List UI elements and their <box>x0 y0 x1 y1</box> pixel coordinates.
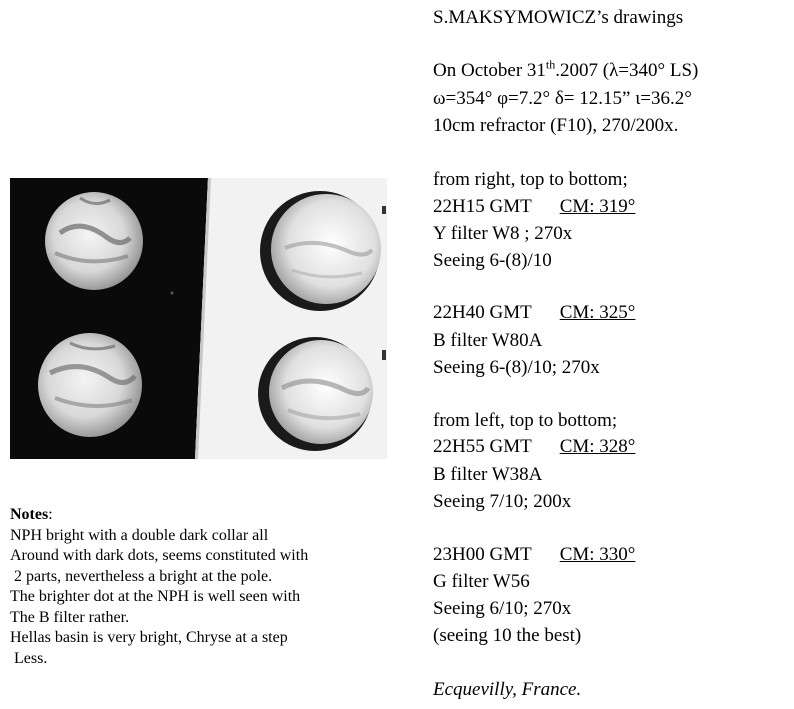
observation-date: On October 31th.2007 (λ=340° LS) <box>433 57 699 81</box>
group-2-intro: from left, top to bottom; <box>433 410 618 431</box>
document-title: S.MAKSYMOWICZ’s drawings <box>433 7 684 28</box>
notes-line: Around with dark dots, seems constituted with <box>10 547 309 564</box>
obs-4-time-line: 23H00 GMT CM: 330° <box>433 544 636 565</box>
obs-2-seeing: Seeing 6-(8)/10; 270x <box>433 357 600 378</box>
obs-3-seeing: Seeing 7/10; 200x <box>433 491 572 512</box>
obs-3-cm: CM: 328° <box>559 436 636 457</box>
obs-2-filter: B filter W80A <box>433 330 543 351</box>
notes-line: NPH bright with a double dark collar all <box>10 526 269 544</box>
obs-4-filter: G filter W56 <box>433 571 530 592</box>
obs-2-cm: CM: 325° <box>559 302 636 323</box>
obs-3-time-line: 22H55 GMT CM: 328° <box>433 436 636 457</box>
location: Ecquevilly, France. <box>433 679 582 700</box>
drawing-disk-bottom-left <box>38 333 142 437</box>
obs-1-filter: Y filter W8 ; 270x <box>433 223 573 244</box>
drawing-disk-top-left <box>45 192 143 290</box>
notes-line: The B filter rather. <box>10 608 130 626</box>
obs-2-time-line: 22H40 GMT CM: 325° <box>433 302 636 323</box>
obs-1-cm: CM: 319° <box>559 196 636 217</box>
obs-1-seeing: Seeing 6-(8)/10 <box>433 250 552 271</box>
obs-4-cm: CM: 330° <box>559 544 636 565</box>
mars-drawings-image <box>10 178 387 459</box>
notes-line: The brighter dot at the NPH is well seen with <box>10 588 301 605</box>
group-1-intro: from right, top to bottom; <box>433 169 628 190</box>
instrument-info: 10cm refractor (F10), 270/200x. <box>433 115 679 136</box>
seeing-scale-note: (seeing 10 the best) <box>433 625 582 646</box>
obs-3-filter: B filter W38A <box>433 464 543 485</box>
obs-1-time-line: 22H15 GMT CM: 319° <box>433 196 636 217</box>
notes-line: Hellas basin is very bright, Chryse at a step <box>10 629 288 646</box>
notes-section <box>10 505 308 669</box>
notes-line: 2 parts, nevertheless a bright at the pole. <box>10 567 273 585</box>
planet-geometry: ω=354° φ=7.2° δ= 12.15” ι=36.2° <box>433 88 692 109</box>
notes-heading: Notes: <box>10 506 53 523</box>
notes-line: Less. <box>10 649 48 667</box>
obs-4-seeing: Seeing 6/10; 270x <box>433 598 572 619</box>
